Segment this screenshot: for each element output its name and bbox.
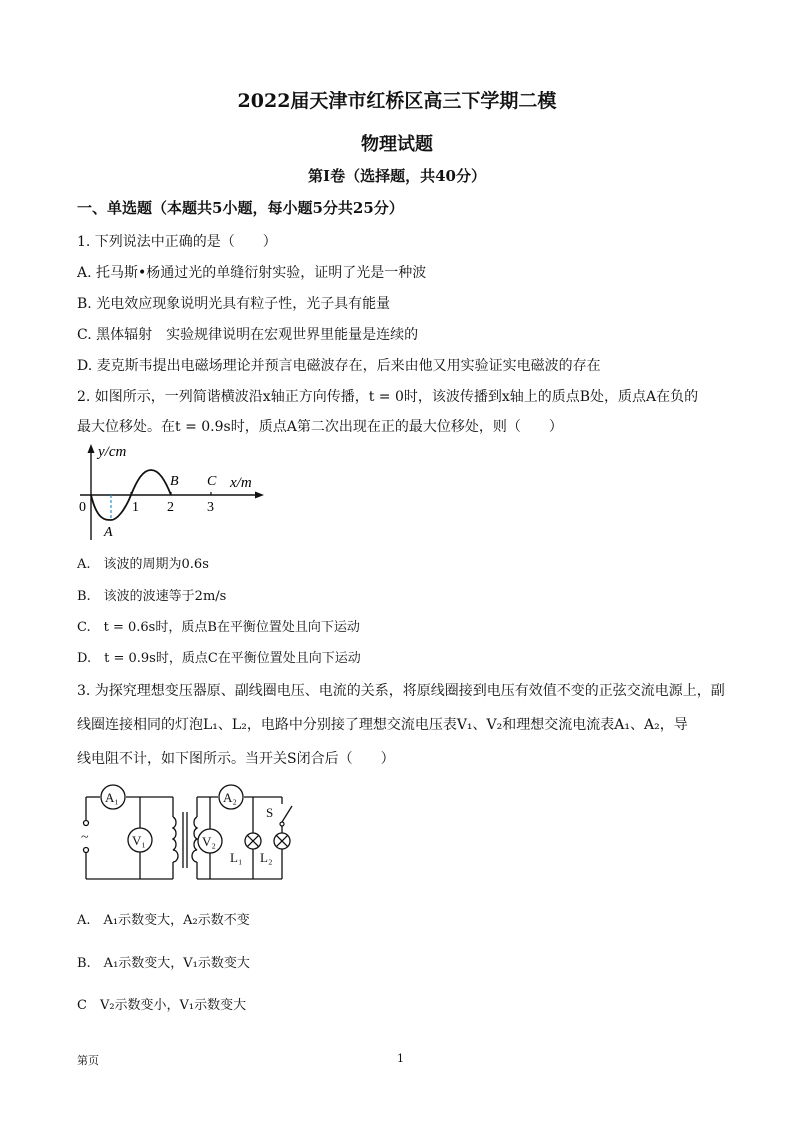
q2-stem-line2: 最大位移处。在t = 0.9s时，质点A第二次出现在正的最大位移处，则（ ） bbox=[77, 419, 563, 435]
q3-option-a: A. A₁示数变大，A₂示数不变 bbox=[77, 913, 250, 928]
voltmeter-v1-label: V₁ bbox=[132, 833, 146, 848]
section-heading: 一、单选题（本题共5小题，每小题5分共25分） bbox=[77, 199, 404, 217]
bulb-l1-label: L₁ bbox=[230, 850, 243, 865]
page-number: 1 bbox=[397, 1052, 404, 1065]
footer-left: 第页 bbox=[77, 1054, 99, 1067]
ammeter-a2-label: A₂ bbox=[223, 790, 237, 805]
q3-option-c: C V₂示数变小，V₁示数变大 bbox=[77, 998, 247, 1013]
wave-figure bbox=[74, 440, 274, 545]
tick-label-3: 3 bbox=[207, 500, 214, 515]
point-c-label: C bbox=[207, 474, 217, 489]
q2-stem-line1: 2. 如图所示，一列简谐横波沿x轴正方向传播，t = 0时，该波传播到x轴上的质点B处，质点A在负的 bbox=[77, 389, 699, 405]
tick-label-1: 1 bbox=[132, 500, 139, 515]
q1-option-d: D. 麦克斯韦提出电磁场理论并预言电磁波存在，后来由他又用实验证实电磁波的存在 bbox=[77, 358, 601, 374]
exam-title: 2022届天津市红桥区高三下学期二模 bbox=[237, 90, 557, 112]
voltmeter-v2-label: V₂ bbox=[202, 834, 216, 849]
q1-stem: 1. 下列说法中正确的是（ ） bbox=[77, 234, 277, 250]
bulb-l2-label: L₂ bbox=[260, 850, 273, 865]
q3-option-b: B. A₁示数变大，V₁示数变大 bbox=[77, 956, 250, 971]
switch-label: S bbox=[266, 805, 274, 820]
origin-label: 0 bbox=[79, 500, 86, 515]
q2-option-a: A. 该波的周期为0.6s bbox=[77, 557, 209, 572]
point-b-label: B bbox=[170, 474, 179, 489]
subject-title: 物理试题 bbox=[361, 134, 433, 155]
q1-option-c: C. 黑体辐射 实验规律说明在宏观世界里能量是连续的 bbox=[77, 327, 419, 343]
y-axis-label: y/cm bbox=[98, 444, 127, 460]
q3-stem-line2: 线圈连接相同的灯泡L₁、L₂，电路中分别接了理想交流电压表V₁、V₂和理想交流电流表A₁、A₂，导 bbox=[77, 717, 688, 733]
circuit-figure bbox=[78, 782, 308, 887]
part-title: 第Ⅰ卷（选择题，共40分） bbox=[308, 167, 486, 185]
q3-stem-line1: 3. 为探究理想变压器原、副线圈电压、电流的关系，将原线圈接到电压有效值不变的正弦交流电源上，副 bbox=[77, 683, 725, 699]
tick-label-2: 2 bbox=[167, 500, 174, 515]
q3-stem-line3: 线电阻不计，如下图所示。当开关S闭合后（ ） bbox=[77, 751, 395, 767]
q2-option-b: B. 该波的波速等于2m/s bbox=[77, 589, 227, 604]
q1-option-b: B. 光电效应现象说明光具有粒子性，光子具有能量 bbox=[77, 296, 391, 312]
q1-option-a: A. 托马斯•杨通过光的单缝衍射实验，证明了光是一种波 bbox=[77, 265, 427, 281]
x-axis-label: x/m bbox=[230, 475, 252, 491]
ammeter-a1-label: A₁ bbox=[105, 790, 119, 805]
point-a-label: A bbox=[104, 525, 113, 540]
q2-option-c: C. t = 0.6s时，质点B在平衡位置处且向下运动 bbox=[77, 620, 360, 635]
q2-option-d: D. t = 0.9s时，质点C在平衡位置处且向下运动 bbox=[77, 651, 361, 666]
ac-source-label: ~ bbox=[81, 830, 89, 845]
